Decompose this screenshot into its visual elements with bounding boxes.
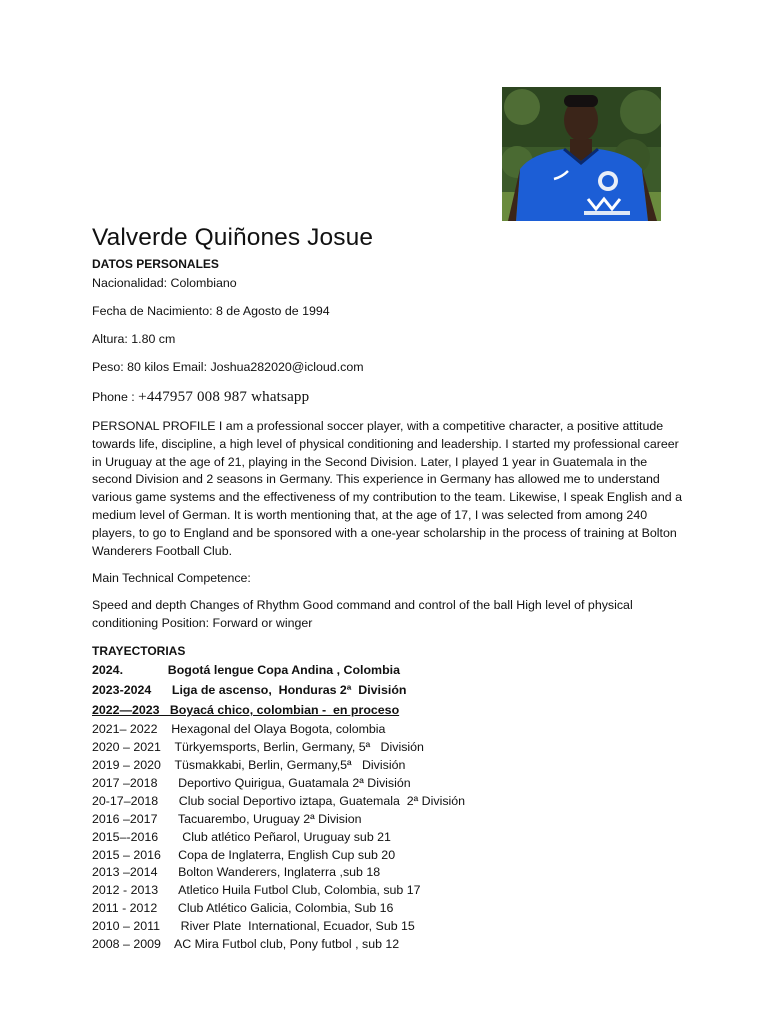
- phone-value: +447957 008 987 whatsapp: [138, 389, 310, 405]
- phone: [92, 389, 309, 406]
- profile-photo: [502, 87, 661, 221]
- birth-date: Fecha de Nacimiento: 8 de Agosto de 1994: [92, 304, 330, 318]
- personal-profile: PERSONAL PROFILE I am a professional soccer player, with a competitive character, a positive attitude towards life, discipline, a high level of physical conditioning and leadership. I started my professional career in Uruguay at the age of 21, playing in the Second Division. Later, I played 1 year in Guatemala in the second Division and 2 seasons in Germany. This experience in Germany has allowed me to understand various game systems and the effectiveness of my contribution to the team. Likewise, I speak English and a medium level of German. It is worth mentioning that, at the age of 17, I was selected from among 240 players, to go to England and be sponsored with a one-year scholarship in the process of training at Bolton Wanderers Football Club.: [92, 419, 683, 558]
- career-item: 2015 – 2016 Copa de Inglaterra, English Cup sub 20: [92, 848, 396, 862]
- section-personal-heading: DATOS PERSONALES: [92, 257, 219, 271]
- section-career-heading: TRAYECTORIAS: [92, 644, 186, 658]
- career-item: 2017 –2018 Deportivo Quirigua, Guatamala 2ª División: [92, 776, 411, 790]
- career-item: 2022—2023 Boyacá chico, colombian - en proceso: [92, 703, 400, 717]
- career-item: 2008 – 2009 AC Mira Futbol club, Pony futbol , sub 12: [92, 937, 400, 951]
- phone-label: Phone :: [92, 390, 139, 404]
- career-item: 2023-2024 Liga de ascenso, Honduras 2ª División: [92, 683, 407, 697]
- career-item: 20-17–2018 Club social Deportivo iztapa, Guatemala 2ª División: [92, 794, 466, 808]
- career-item: 2010 – 2011 River Plate International, Ecuador, Sub 15: [92, 919, 415, 933]
- height: Altura: 1.80 cm: [92, 332, 176, 346]
- career-item: 2012 - 2013 Atletico Huila Futbol Club, Colombia, sub 17: [92, 883, 421, 897]
- candidate-name: Valverde Quiñones Josue: [92, 224, 374, 251]
- nationality: Nacionalidad: Colombiano: [92, 276, 237, 290]
- career-item: 2024. Bogotá lengue Copa Andina , Colombia: [92, 663, 400, 677]
- competence-text: Speed and depth Changes of Rhythm Good command and control of the ball High level of physical conditioning Position: Forward or winger: [92, 598, 633, 630]
- competence-title: Main Technical Competence:: [92, 571, 251, 585]
- career-item: 2019 – 2020 Tüsmakkabi, Berlin, Germany,5ª División: [92, 758, 406, 772]
- career-item: 2013 –2014 Bolton Wanderers, Inglaterra ,sub 18: [92, 865, 381, 879]
- career-item: 2011 - 2012 Club Atlético Galicia, Colombia, Sub 16: [92, 901, 394, 915]
- career-item: 2016 –2017 Tacuarembo, Uruguay 2ª Division: [92, 812, 362, 826]
- weight-email: Peso: 80 kilos Email: Joshua282020@icloud.com: [92, 360, 364, 374]
- career-item: 2015–-2016 Club atlético Peñarol, Uruguay sub 21: [92, 830, 391, 844]
- career-item: 2021– 2022 Hexagonal del Olaya Bogota, colombia: [92, 722, 386, 736]
- career-item: 2020 – 2021 Türkyemsports, Berlin, Germany, 5ª División: [92, 740, 424, 754]
